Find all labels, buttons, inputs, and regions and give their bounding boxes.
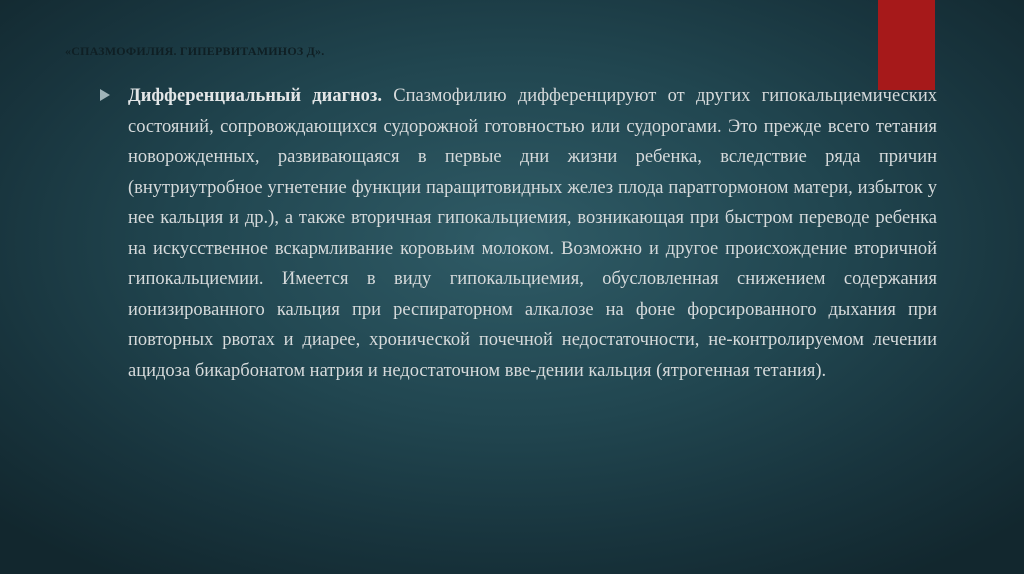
body-paragraph — [128, 81, 937, 386]
triangle-bullet-icon — [100, 89, 110, 101]
paragraph-term: Дифференциальный диагноз. — [128, 86, 382, 106]
slide-title: «СПАЗМОФИЛИЯ. ГИПЕРВИТАМИНОЗ Д». — [65, 44, 325, 58]
accent-tab — [878, 0, 935, 90]
slide-content — [100, 81, 940, 386]
paragraph-text: Спазмофилию дифференцируют от других гипокальциемических состояний, сопровождающихся судорожной готовностью или судорогами. Это прежде всего тетания новорожденных, развивающаяся в первые дни жизни ребенка, вследствие ряда причин (внутриутробное угнетение функции паращитовидных желез плода паратгормоном матери, избыток у нее кальция и др.), а также вторичная гипокальциемия, возникающая при быстром переводе ребенка на искусственное вскармливание коровьим молоком. Возможно и другое происхождение вторичной гипокальциемии. Имеется в виду гипокальциемия, обусловленная снижением содержания ионизированного кальция при респираторном алкалозе на фоне форсированного дыхания при повторных рвотах и диарее, хронической почечной недостаточности, не-контролируемом лечении ацидоза бикарбонатом натрия и недостаточном вве-дении кальция (ятрогенная тетания). — [128, 86, 937, 381]
